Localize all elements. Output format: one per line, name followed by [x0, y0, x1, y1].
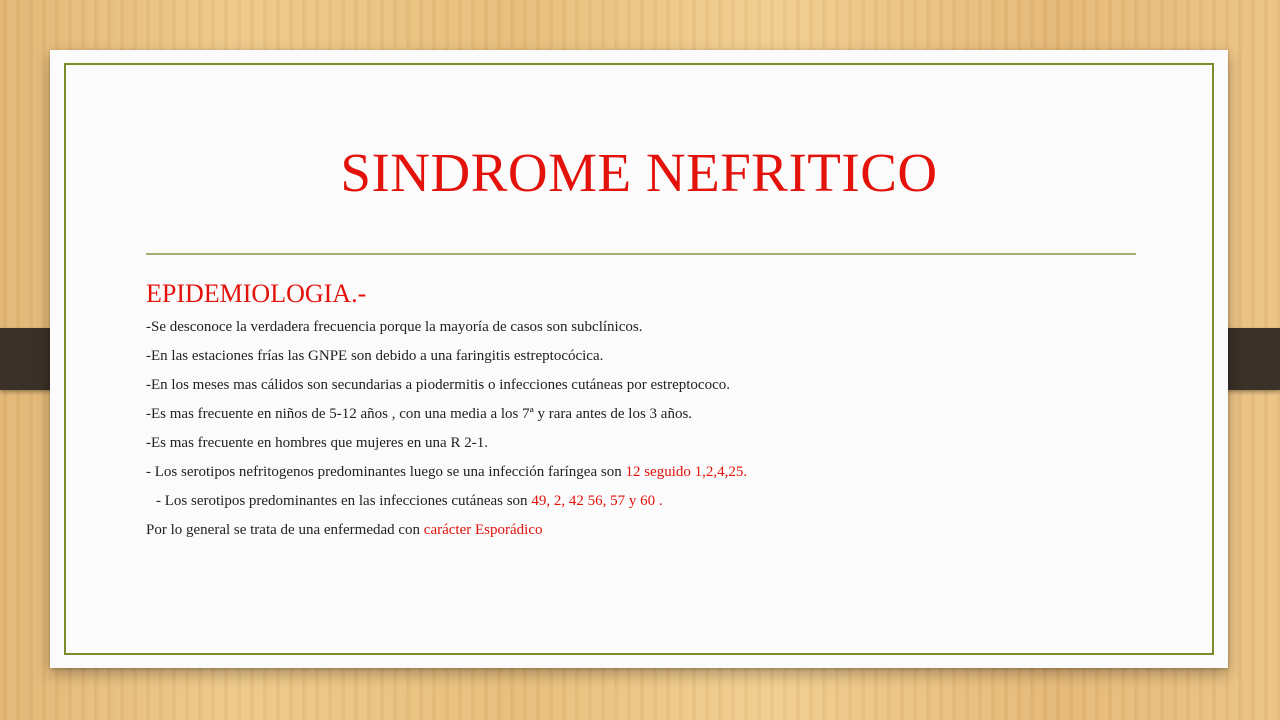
bullet-highlight: 49, 2, 42 56, 57 y 60 . — [531, 493, 663, 509]
bullet-text: Por lo general se trata de una enfermedad con — [146, 522, 424, 538]
bullet-line-5 — [146, 434, 1146, 453]
bullet-text: -Es mas frecuente en niños de 5-12 años , con una media a los 7ª y rara antes de los 3 años. — [146, 406, 693, 422]
slide-content — [146, 276, 1146, 550]
bullet-text: -En los meses mas cálidos son secundarias a piodermitis o infecciones cutáneas por estreptococo. — [146, 377, 730, 393]
bullet-text: -Es mas frecuente en hombres que mujeres en una R 2-1. — [146, 435, 488, 451]
bullet-line-2 — [146, 347, 1146, 366]
bullet-text: - Los serotipos predominantes en las infecciones cutáneas son — [156, 493, 532, 509]
bullet-highlight: 12 seguido 1,2,4,25. — [625, 464, 748, 480]
bullet-highlight: carácter Esporádico — [423, 522, 543, 538]
slide-title: SINDROME NEFRITICO — [340, 142, 938, 203]
bullet-line-3 — [146, 376, 1146, 395]
slide-paper — [50, 50, 1228, 668]
bullet-line-1 — [146, 318, 1146, 337]
bullet-line-6 — [146, 463, 1146, 482]
bullet-text: - Los serotipos nefritogenos predominantes luego se una infección faríngea son — [146, 464, 626, 480]
bullet-line-8 — [146, 521, 1146, 540]
bullet-line-7 — [146, 492, 1146, 511]
title-divider — [146, 253, 1136, 255]
bullet-text: -Se desconoce la verdadera frecuencia porque la mayoría de casos son subclínicos. — [146, 319, 643, 335]
bullet-text: -En las estaciones frías las GNPE son debido a una faringitis estreptocócica. — [146, 348, 604, 364]
section-heading: EPIDEMIOLOGIA.- — [146, 279, 367, 308]
bullet-line-4 — [146, 405, 1146, 424]
